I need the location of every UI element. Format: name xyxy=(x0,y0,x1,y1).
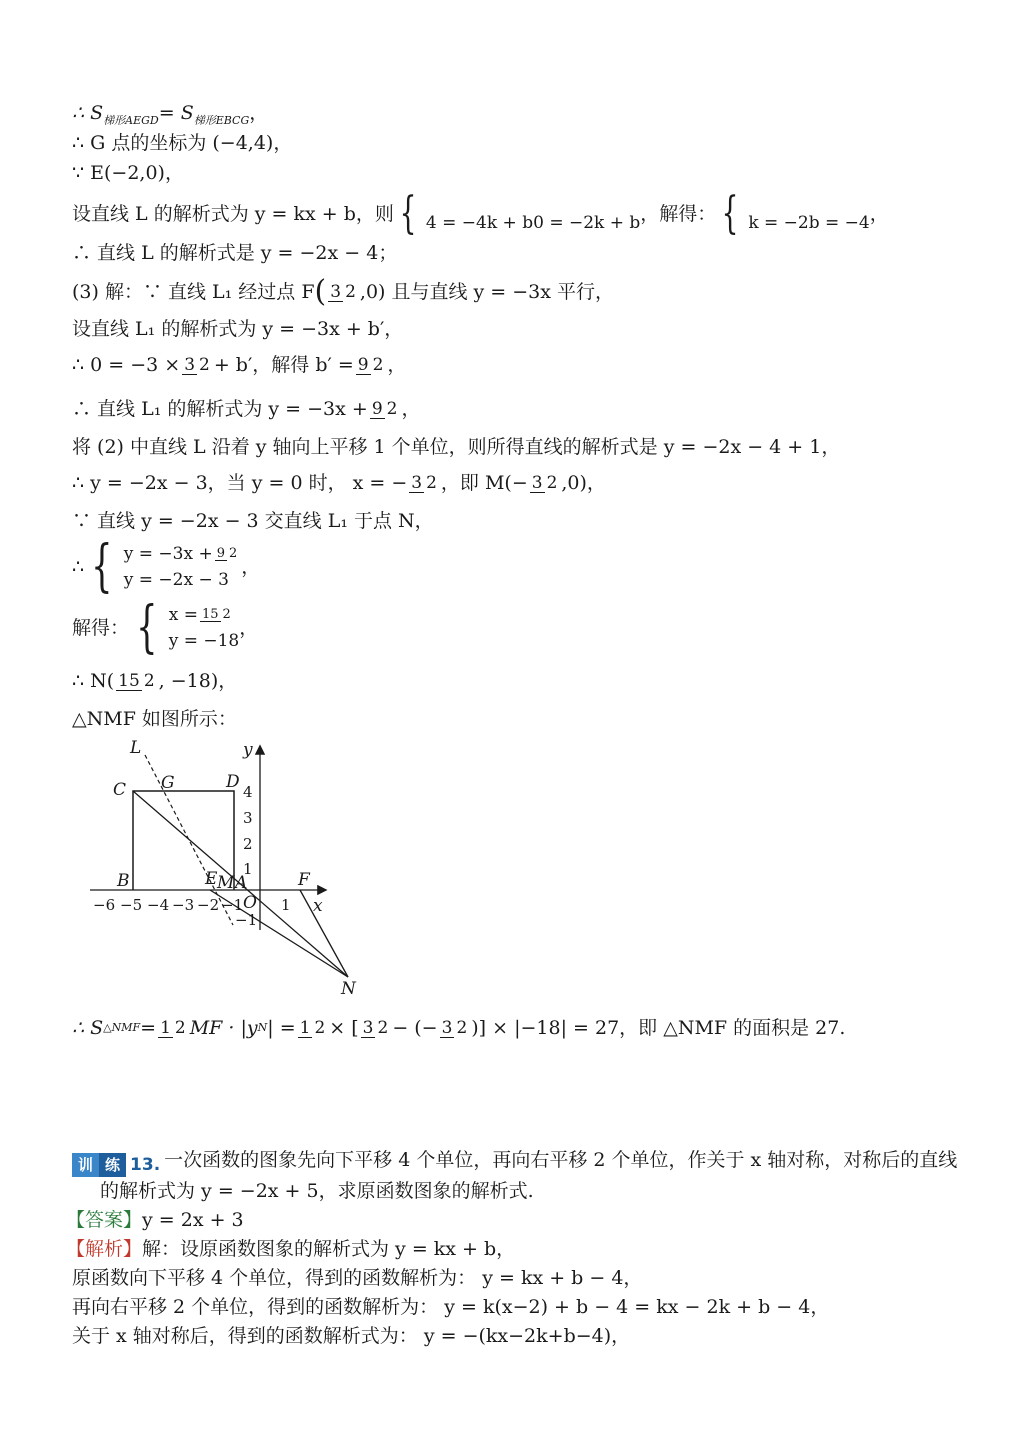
label-l: L xyxy=(130,738,142,758)
label-g: G xyxy=(161,773,175,793)
line-shift-up: 将 (2) 中直线 L 沿着 y 轴向上平移 1 个单位，则所得直线的解析式是 y = −2x − 4 + 1， xyxy=(72,436,841,458)
line-point-n: ∴ N( 15 2 , −18)， xyxy=(72,670,238,692)
answer-tag: 【答案】 xyxy=(66,1209,143,1231)
label-f: F xyxy=(298,870,310,890)
line-fn xyxy=(300,890,348,977)
x-tick-neg3: −3 xyxy=(172,896,195,914)
x-tick-1: 1 xyxy=(281,896,291,914)
line-area-result: ∴ S △NMF = 1 2 MF · |y N | = 1 2 × [ 3 2 − (− 3 2 )] × |−18| = 27，即 △NMF 的面积是 27. xyxy=(72,1017,846,1039)
exercise-13-line1: 训 练 13. 一次函数的图象先向下平移 4 个单位，再向右平移 2 个单位，作关于 x 轴对称，对称后的直线 xyxy=(72,1147,957,1175)
x-tick-neg4: −4 xyxy=(147,896,170,914)
x-tick-neg5: −5 xyxy=(120,896,143,914)
y-tick-4: 4 xyxy=(243,783,253,801)
line-figure-caption: △NMF 如图所示： xyxy=(72,708,237,730)
exercise-badge: 训 练 13. xyxy=(72,1151,160,1175)
x-tick-neg1: −1 xyxy=(221,896,244,914)
exercise-13-line2: 的解析式为 y = −2x + 5，求原函数图象的解析式. xyxy=(100,1180,534,1202)
line-e-point: ∵ E(−2,0)， xyxy=(72,162,184,184)
y-tick-2: 2 xyxy=(243,835,253,853)
label-y: y xyxy=(243,740,253,760)
y-tick-1: 1 xyxy=(243,860,253,878)
equation-system-2: { k = −2b = −4 xyxy=(721,188,870,239)
label-x: x xyxy=(313,896,323,916)
explain-line2: 原函数向下平移 4 个单位，得到的函数解析为： y = kx + b − 4， xyxy=(72,1267,643,1289)
line-l-result: ∴ 直线 L 的解析式是 y = −2x − 4； xyxy=(72,242,398,264)
line-system-n: ∴ { y = −3x + 9 2 y = −2x − 3 ， xyxy=(72,534,261,599)
label-d: D xyxy=(226,772,240,792)
answer-line: 【答案】y = 2x + 3 xyxy=(66,1209,244,1231)
label-m: M xyxy=(217,873,235,893)
label-e: E xyxy=(205,869,218,889)
explain-line3: 再向右平移 2 个单位，得到的函数解析为： y = k(x−2) + b − 4 = kx − 2k + b − 4， xyxy=(72,1296,830,1318)
line-set-l: 设直线 L 的解析式为 y = kx + b，则 { 4 = −4k + b0 = −2k + b ，解得： { k = −2b = −4 ， xyxy=(72,188,889,239)
coordinate-figure xyxy=(85,735,356,1000)
line-set-l1: 设直线 L₁ 的解析式为 y = −3x + b′， xyxy=(72,318,404,340)
label-b: B xyxy=(117,871,130,891)
label-c: C xyxy=(113,780,127,800)
line-g-coordinate: ∴ G 点的坐标为 (−4,4)， xyxy=(72,132,293,154)
x-tick-neg2: −2 xyxy=(197,896,220,914)
line-l1-result: ∴ 直线 L₁ 的解析式为 y = −3x + 9 2 ， xyxy=(72,398,421,420)
line-part3: (3) 解：∵ 直线 L₁ 经过点 F ( 3 2 ,0) 且与直线 y = −3x 平行， xyxy=(72,274,615,309)
x-tick-neg6: −6 xyxy=(93,896,116,914)
y-tick-neg1: −1 xyxy=(235,911,258,929)
line-point-m: ∴ y = −2x − 3，当 y = 0 时， x = − 3 2 ，即 M(− 3 2 ,0)， xyxy=(72,472,606,494)
explain-line1: 【解析】解：设原函数图象的解析式为 y = kx + b， xyxy=(66,1238,516,1260)
line-solve-b: ∴ 0 = −3 × 3 2 + b′，解得 b′ = 9 2 ， xyxy=(72,354,407,376)
explain-tag: 【解析】 xyxy=(66,1238,143,1260)
y-tick-3: 3 xyxy=(243,809,253,827)
label-o: O xyxy=(243,893,257,913)
line-solution-n: 解得： { x = 15 2 y = −18 ， xyxy=(72,595,259,660)
equation-system-1: { 4 = −4k + b0 = −2k + b xyxy=(399,188,641,239)
label-a: A xyxy=(235,873,248,893)
explain-line4: 关于 x 轴对称后，得到的函数解析式为： y = −(kx−2k+b−4)， xyxy=(72,1325,631,1347)
line-area-equality: ∴ S梯形AEGD= S梯形EBCG， xyxy=(72,102,269,127)
label-n: N xyxy=(341,979,356,999)
line-intersect-n: ∵ 直线 y = −2x − 3 交直线 L₁ 于点 N， xyxy=(72,510,434,532)
